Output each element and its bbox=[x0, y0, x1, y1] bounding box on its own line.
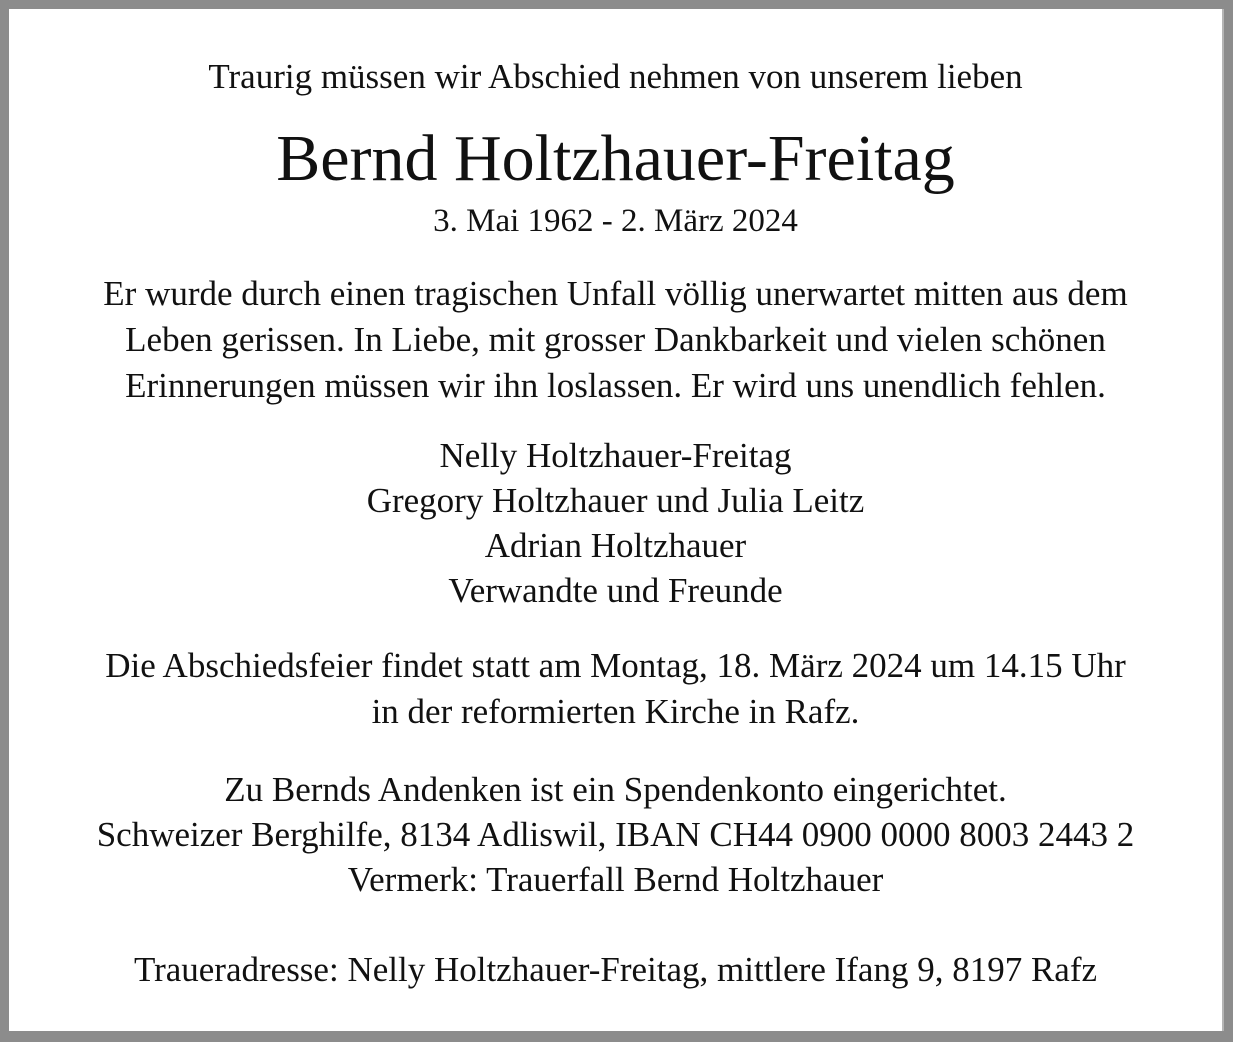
family-member: Verwandte und Freunde bbox=[448, 571, 783, 610]
donation-info-line: Schweizer Berghilfe, 8134 Adliswil, IBAN CH44 0900 0000 8003 2443 2 bbox=[96, 815, 1135, 854]
message-line: Erinnerungen müssen wir ihn loslassen. Er wird uns unendlich fehlen. bbox=[125, 366, 1106, 405]
donation-info-line: Vermerk: Trauerfall Bernd Holtzhauer bbox=[347, 860, 884, 899]
deceased-name: Bernd Holtzhauer-Freitag bbox=[276, 122, 955, 195]
family-member: Adrian Holtzhauer bbox=[484, 526, 747, 565]
life-dates: 3. Mai 1962 - 2. März 2024 bbox=[433, 203, 798, 239]
service-info-line: Die Abschiedsfeier findet statt am Montag, 18. März 2024 um 14.15 Uhr bbox=[105, 646, 1126, 685]
obituary-notice bbox=[9, 9, 1224, 1031]
message-line: Leben gerissen. In Liebe, mit grosser Dankbarkeit und vielen schönen bbox=[125, 320, 1106, 359]
family-member: Nelly Holtzhauer-Freitag bbox=[439, 436, 792, 475]
family-member: Gregory Holtzhauer und Julia Leitz bbox=[366, 481, 865, 520]
donation-info-line: Zu Bernds Andenken ist ein Spendenkonto eingerichtet. bbox=[224, 770, 1007, 809]
service-info-line: in der reformierten Kirche in Rafz. bbox=[371, 692, 860, 731]
mourning-address: Traueradresse: Nelly Holtzhauer-Freitag, mittlere Ifang 9, 8197 Rafz bbox=[133, 950, 1098, 989]
message-line: Er wurde durch einen tragischen Unfall völlig unerwartet mitten aus dem bbox=[103, 274, 1128, 313]
intro-line: Traurig müssen wir Abschied nehmen von unserem lieben bbox=[208, 57, 1023, 96]
